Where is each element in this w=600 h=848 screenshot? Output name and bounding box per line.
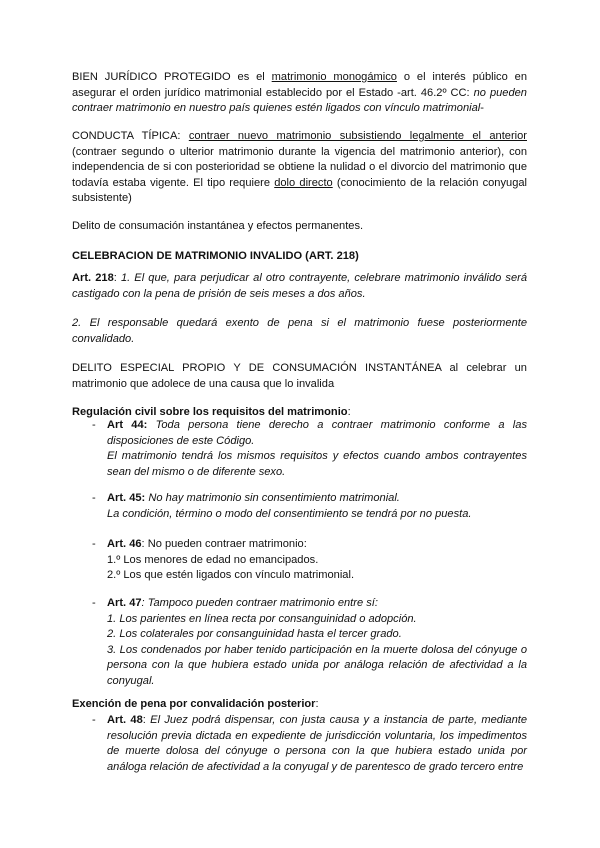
matrimonio-monogamico-link: matrimonio monogámico [271, 71, 397, 83]
list-item-art-45: - Art. 45: No hay matrimonio sin consentimiento matrimonial. La condición, término o modo del consentimiento se tendrá por no puesta. [92, 492, 472, 520]
bullet-dash: - [92, 597, 96, 609]
bullet-dash: - [92, 538, 96, 550]
art-218-label: Art. 218 [72, 272, 114, 284]
bien-juridico-paragraph: BIEN JURÍDICO PROTEGIDO es el matrimonio monogámico o el interés público en asegurar el orden jurídico matrimonial establecido por el Estado -art. 46.2º CC: no pueden contraer matrimonio en nuestro país quienes estén ligados con vínculo matrimonial- [72, 71, 528, 114]
bullet-dash: - [92, 419, 96, 431]
art-218-paragraph: Art. 218: 1. El que, para perjudicar al otro contrayente, celebrare matrimonio inválido será castigado con la pena de prisión de seis meses a dos años. [72, 272, 527, 300]
delito-especial-paragraph: DELITO ESPECIAL PROPIO Y DE CONSUMACIÓN INSTANTÁNEA al celebrar un matrimonio que adolece de una causa que lo invalida [72, 362, 527, 390]
consumacion-paragraph: Delito de consumación instantánea y efectos permanentes. [72, 220, 364, 232]
list-item-art-44: - Art 44: Toda persona tiene derecho a contraer matrimonio conforme a las disposiciones de este Código. El matrimonio tendrá los mismos requisitos y efectos cuando ambos contrayentes sean del mismo o de diferente sexo. [92, 419, 527, 478]
bien-juridico-label: BIEN JURÍDICO PROTEGIDO [72, 71, 231, 83]
list-item-art-47: - Art. 47: Tampoco pueden contraer matrimonio entre sí: 1. Los parientes en línea recta por consanguinidad o adopción. 2. Los colaterales por consanguinidad hasta el tercer grado. 3. Los condenados por haber tenido participación en la muerte dolosa del cónyuge o persona con la que hubiera estado unida por análoga relación de afectividad a la conyugal. [92, 597, 527, 687]
art-218-2-paragraph: 2. El responsable quedará exento de pena si el matrimonio fuese posteriormente convalidado. [72, 317, 527, 345]
celebracion-heading: CELEBRACION DE MATRIMONIO INVALIDO (ART. 218) [72, 250, 359, 262]
list-item-art-46: - Art. 46: No pueden contraer matrimonio: 1.º Los menores de edad no emancipados. 2.º Los que estén ligados con vínculo matrimonial. [92, 538, 355, 581]
conducta-tipica-paragraph: CONDUCTA TÍPICA: contraer nuevo matrimonio subsistiendo legalmente el anterior (contraer segundo o ulterior matrimonio durante la vigencia del matrimonio anterior), con independencia de si con posterioridad se obtiene la nulidad o el divorcio del matrimonio que todavía estaba vigente. El tipo requiere dolo directo (conocimiento de la relación conyugal subsistente) [72, 130, 527, 204]
bullet-dash: - [92, 714, 96, 726]
regulacion-civil-heading: Regulación civil sobre los requisitos del matrimonio: [72, 406, 351, 418]
exencion-heading: Exención de pena por convalidación posterior: [72, 698, 319, 710]
bullet-dash: - [92, 492, 96, 504]
list-item-art-48: - Art. 48: El Juez podrá dispensar, con justa causa y a instancia de parte, mediante resolución previa dictada en expediente de jurisdicción voluntaria, los impedimentos de muerte dolosa del cónyuge o persona con la que hubiera estado unida por análoga relación de afectividad a la conyugal y de parentesco de grado tercero entre [92, 714, 527, 773]
conducta-tipica-label: CONDUCTA TÍPICA: [72, 130, 181, 142]
